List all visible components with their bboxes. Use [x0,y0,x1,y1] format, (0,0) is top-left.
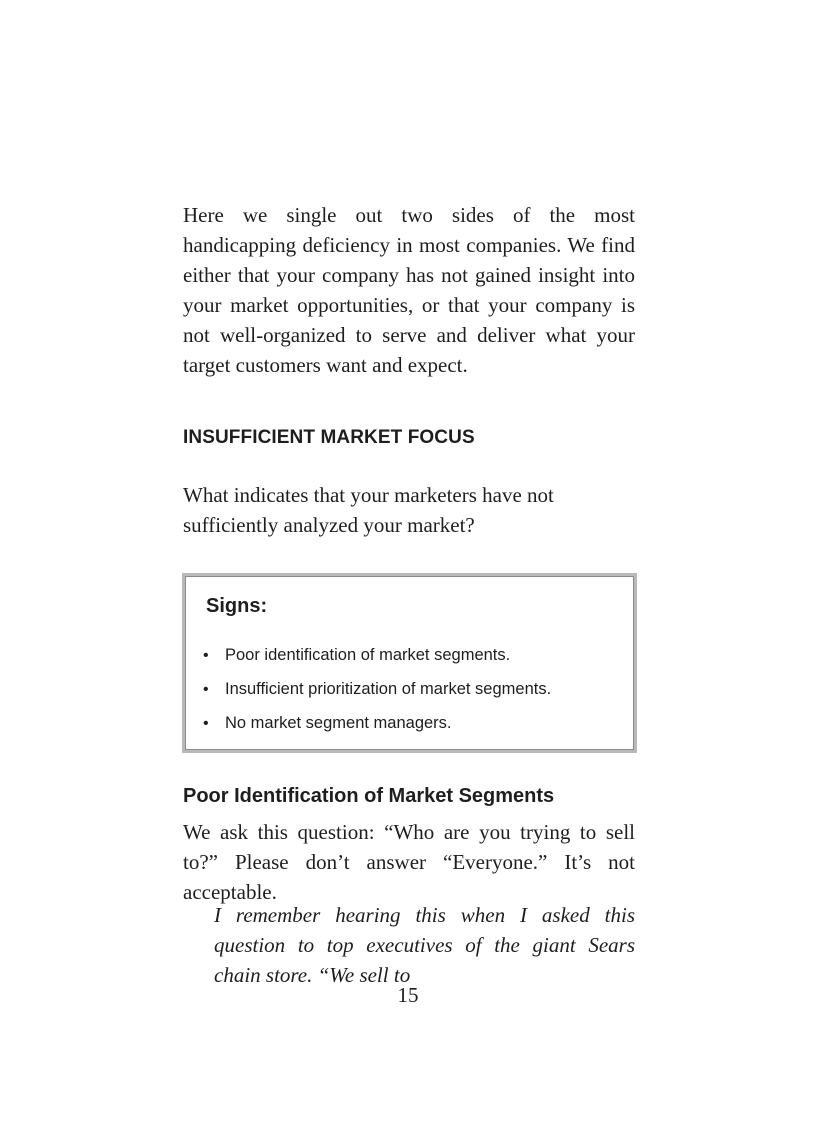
bullet-icon: • [203,715,209,732]
list-item [203,706,551,740]
bullet-icon: • [203,681,209,698]
signs-title: Signs: [206,595,268,617]
sign-text: Poor identification of market segments. [225,646,511,664]
quote-paragraph: I remember hearing this when I asked this question to top executives of the giant Sears chain store. “We sell to [214,903,635,987]
subheading: Poor Identification of Market Segments [183,785,555,807]
question-paragraph: What indicates that your marketers have not sufficiently analyzed your market? [183,483,554,537]
sign-text: Insufficient prioritization of market segments. [225,680,552,698]
intro-paragraph: Here we single out two sides of the most handicapping deficiency in most companies. We find either that your company has not gained insight into your market opportunities, or that your company is not well-organized to serve and deliver what your target customers want and expect. [183,203,635,377]
bullet-icon: • [203,647,209,664]
signs-box [182,573,637,753]
section-heading: INSUFFICIENT MARKET FOCUS [183,427,475,448]
signs-list [203,638,551,740]
page-number: 15 [397,983,419,1007]
sign-text: No market segment managers. [225,714,452,732]
list-item [203,638,551,672]
list-item [203,672,551,706]
body-paragraph: We ask this question: “Who are you trying to sell to?” Please don’t answer “Everyone.” It’s not acceptable. [183,820,635,904]
